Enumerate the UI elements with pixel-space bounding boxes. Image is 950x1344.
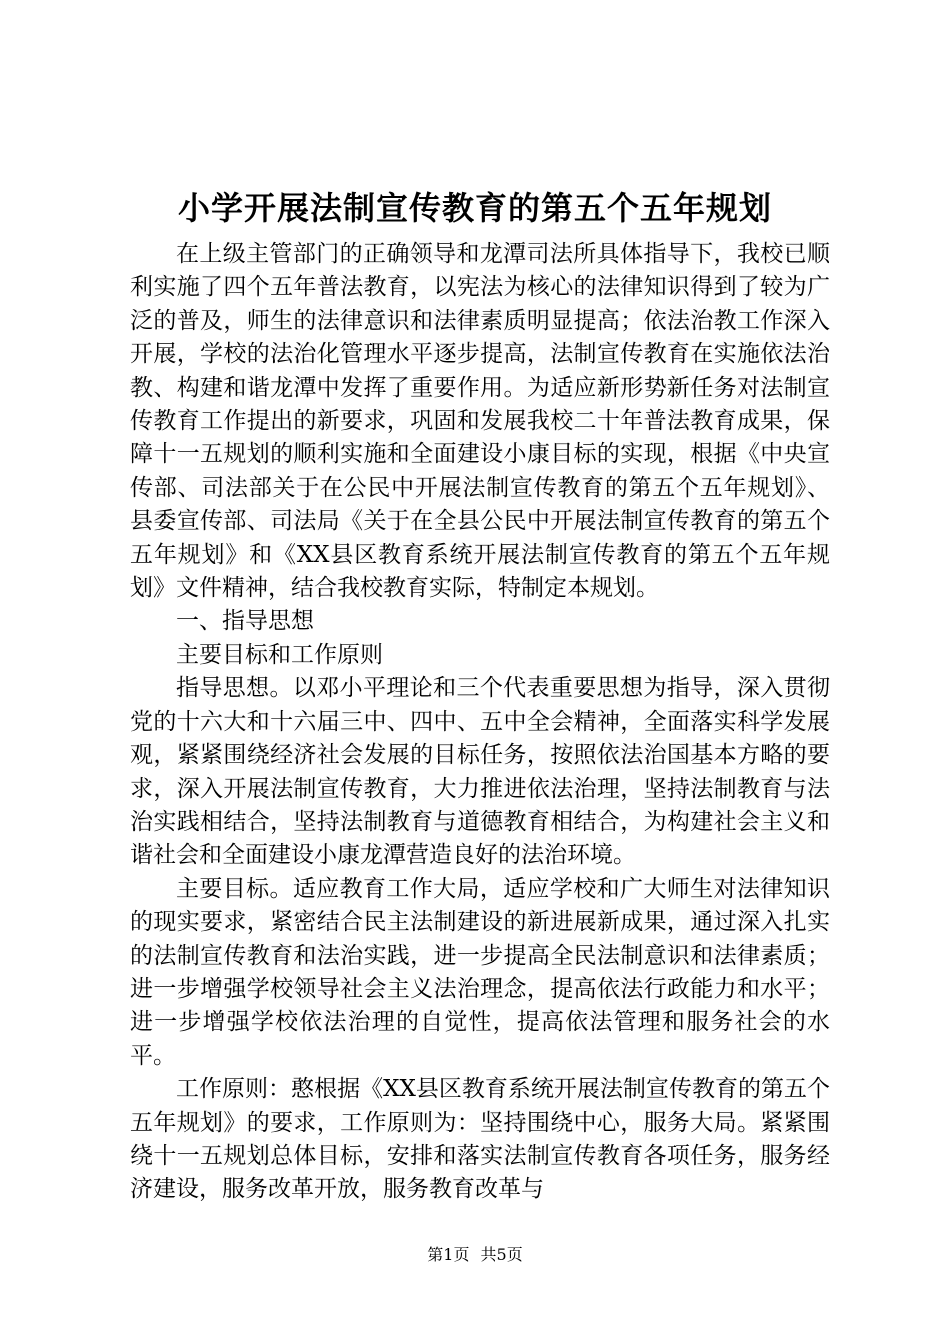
section-subheading-goals-principles: 主要目标和工作原则 xyxy=(176,641,383,668)
page-number-total: 共5页 xyxy=(480,1245,523,1264)
section-heading-guiding-thought: 一、指导思想 xyxy=(176,608,314,635)
page-number-current: 第1页 xyxy=(427,1245,470,1264)
page-footer xyxy=(0,1244,950,1266)
paragraph-work-principles: 工作原则：憨根据《XX县区教育系统开展法制宣传教育的第五个五年规划》的要求，工作原则为：坚持围绕中心，服务大局。紧紧围绕十一五规划总体目标，安排和落实法制宣传教育各项任务，服务经济建设，服务改革开放，服务教育改革与 xyxy=(130,1076,830,1203)
document-body xyxy=(130,238,830,1207)
paragraph-main-goals: 主要目标。适应教育工作大局，适应学校和广大师生对法律知识的现实要求，紧密结合民主法制建设的新进展新成果，通过深入扎实的法制宣传教育和法治实践，进一步提高全民法制意识和法律素质；进一步增强学校领导社会主义法治理念，提高依法行政能力和水平；进一步增强学校依法治理的自觉性，提高依法管理和服务社会的水平。 xyxy=(130,875,830,1069)
paragraph-intro: 在上级主管部门的正确领导和龙潭司法所具体指导下，我校已顺利实施了四个五年普法教育，以宪法为核心的法律知识得到了较为广泛的普及，师生的法律意识和法律素质明显提高；依法治教工作深入开展，学校的法治化管理水平逐步提高，法制宣传教育在实施依法治教、构建和谐龙潭中发挥了重要作用。为适应新形势新任务对法制宣传教育工作提出的新要求，巩固和发展我校二十年普法教育成果，保障十一五规划的顺利实施和全面建设小康目标的实现，根据《中央宣传部、司法部关于在公民中开展法制宣传教育的第五个五年规划》、县委宣传部、司法局《关于在全县公民中开展法制宣传教育的第五个五年规划》和《XX县区教育系统开展法制宣传教育的第五个五年规划》文件精神，结合我校教育实际，特制定本规划。 xyxy=(130,241,830,602)
document-title: 小学开展法制宣传教育的第五个五年规划 xyxy=(177,189,772,227)
paragraph-guiding-thought: 指导思想。以邓小平理论和三个代表重要思想为指导，深入贯彻党的十六大和十六届三中、四中、五中全会精神，全面落实科学发展观，紧紧围绕经济社会发展的目标任务，按照依法治国基本方略的要求，深入开展法制宣传教育，大力推进依法治理，坚持法制教育与法治实践相结合，坚持法制教育与道德教育相结合，为构建社会主义和谐社会和全面建设小康龙潭营造良好的法治环境。 xyxy=(130,675,830,869)
